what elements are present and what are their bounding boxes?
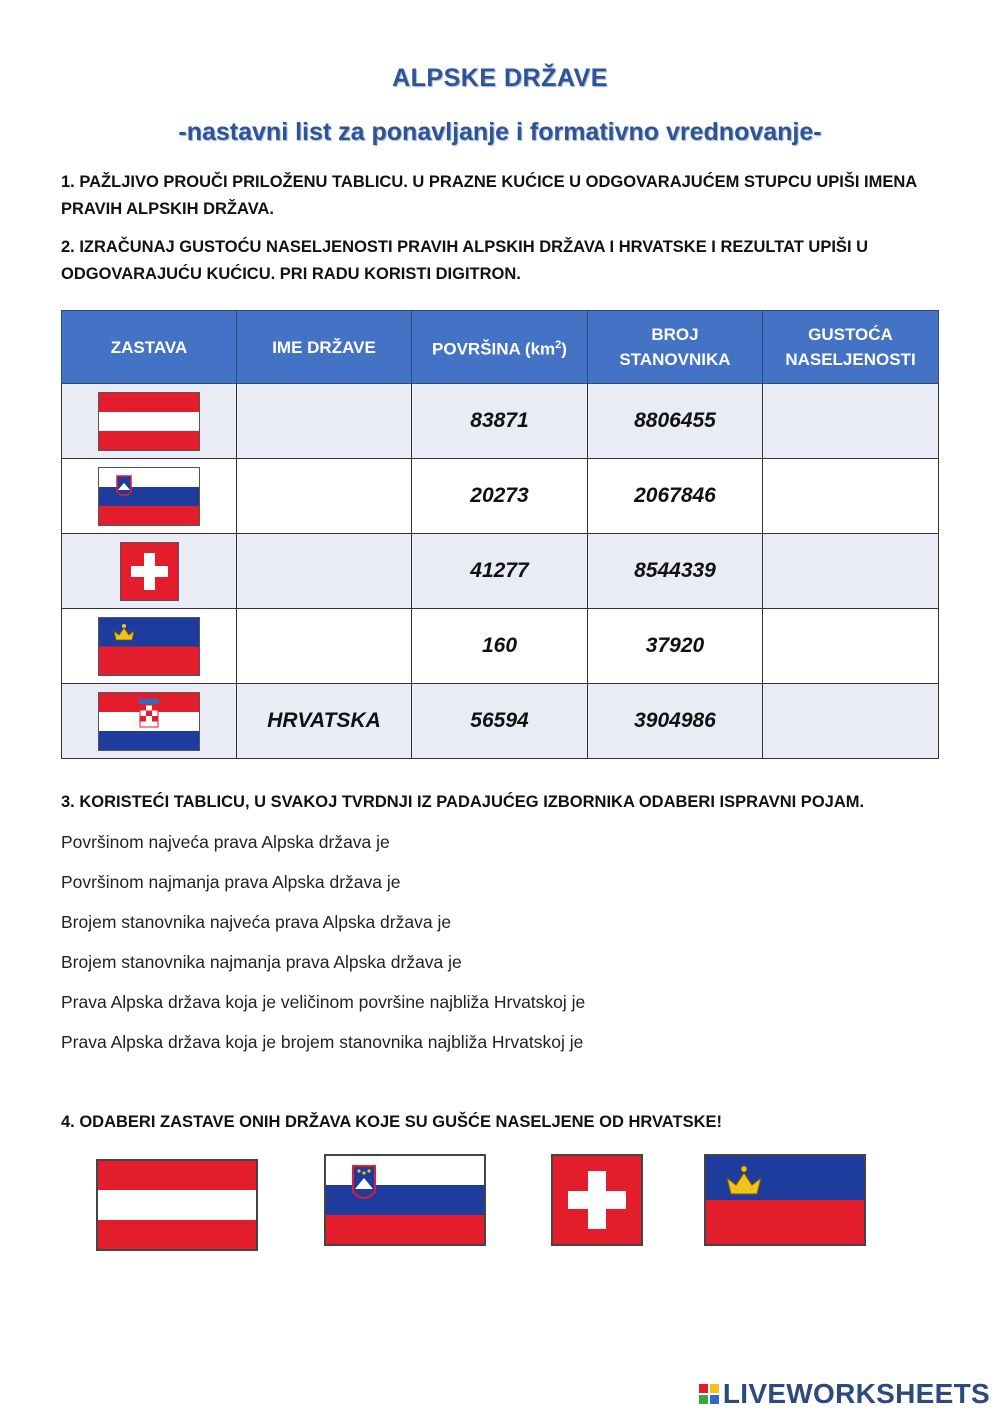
statement-3: Brojem stanovnika najveća prava Alpska država je [61, 912, 452, 932]
name-input-cell[interactable] [237, 384, 412, 459]
page-subtitle: -nastavni list za ponavljanje i formativno vrednovanje- [178, 118, 822, 146]
table-row [62, 684, 939, 759]
austria-flag-choice[interactable] [96, 1159, 258, 1251]
name-input-cell[interactable] [237, 459, 412, 534]
density-input-cell[interactable] [763, 609, 939, 684]
flag-cell [62, 459, 237, 534]
flag-cell [62, 609, 237, 684]
switzerland-flag [120, 542, 179, 601]
logo-text: LIVEWORKSHEETS [722, 1378, 990, 1409]
flag-cell [62, 684, 237, 759]
area-cell: 41277 [412, 534, 588, 609]
page-title: ALPSKE DRŽAVE [392, 64, 608, 92]
area-cell: 83871 [412, 384, 588, 459]
table-row [62, 609, 939, 684]
population-cell: 8544339 [588, 534, 763, 609]
flag-cell [62, 534, 237, 609]
countries-table [61, 310, 939, 759]
statement-1: Površinom najveća prava Alpska država je [61, 832, 390, 852]
density-input-cell[interactable] [763, 384, 939, 459]
task-4-instruction: 4. ODABERI ZASTAVE ONIH DRŽAVA KOJE SU GUŠĆE NASELJENE OD HRVATSKE! [61, 1113, 722, 1131]
header-flag: ZASTAVA [62, 311, 237, 384]
table-row [62, 534, 939, 609]
flag-cell [62, 384, 237, 459]
header-name: IME DRŽAVE [237, 311, 412, 384]
header-population: BROJ STANOVNIKA [588, 311, 763, 384]
area-cell: 56594 [412, 684, 588, 759]
country-name-cell: HRVATSKA [237, 684, 412, 759]
liveworksheets-logo [699, 1378, 990, 1410]
table-row [62, 459, 939, 534]
area-cell: 20273 [412, 459, 588, 534]
logo-mark-icon [699, 1384, 719, 1404]
name-input-cell[interactable] [237, 534, 412, 609]
task-3-instruction: 3. KORISTEĆI TABLICU, U SVAKOJ TVRDNJI IZ PADAJUĆEG IZBORNIKA ODABERI ISPRAVNI POJAM. [61, 793, 865, 811]
liechtenstein-flag [98, 617, 200, 676]
name-input-cell[interactable] [237, 609, 412, 684]
slovenia-flag [98, 467, 200, 526]
statement-4: Brojem stanovnika najmanja prava Alpska država je [61, 952, 462, 972]
population-cell: 2067846 [588, 459, 763, 534]
population-cell: 8806455 [588, 384, 763, 459]
density-input-cell[interactable] [763, 459, 939, 534]
header-density: GUSTOĆA NASELJENOSTI [763, 311, 939, 384]
croatia-flag [98, 692, 200, 751]
area-cell: 160 [412, 609, 588, 684]
table-header-row [62, 311, 939, 384]
density-input-cell[interactable] [763, 684, 939, 759]
statement-6: Prava Alpska država koja je brojem stanovnika najbliža Hrvatskoj je [61, 1032, 584, 1052]
task-1-instruction: 1. PAŽLJIVO PROUČI PRILOŽENU TABLICU. U PRAZNE KUĆICE U ODGOVARAJUĆEM STUPCU UPIŠI IMENA PRAVIH ALPSKIH DRŽAVA. [61, 173, 917, 218]
switzerland-flag-choice[interactable] [551, 1154, 643, 1246]
statement-5: Prava Alpska država koja je veličinom površine najbliža Hrvatskoj je [61, 992, 586, 1012]
statement-2: Površinom najmanja prava Alpska država je [61, 872, 401, 892]
header-area: POVRŠINA $(km^2)$ [412, 311, 588, 384]
population-cell: 3904986 [588, 684, 763, 759]
liechtenstein-flag-choice[interactable] [704, 1154, 866, 1246]
density-input-cell[interactable] [763, 534, 939, 609]
table-row [62, 384, 939, 459]
slovenia-flag-choice[interactable] [324, 1154, 486, 1246]
population-cell: 37920 [588, 609, 763, 684]
task-2-instruction: 2. IZRAČUNAJ GUSTOĆU NASELJENOSTI PRAVIH ALPSKIH DRŽAVA I HRVATSKE I REZULTAT UPIŠI U ODGOVARAJUĆU KUĆICU. PRI RADU KORISTI DIGITRON. [61, 238, 869, 283]
austria-flag [98, 392, 200, 451]
